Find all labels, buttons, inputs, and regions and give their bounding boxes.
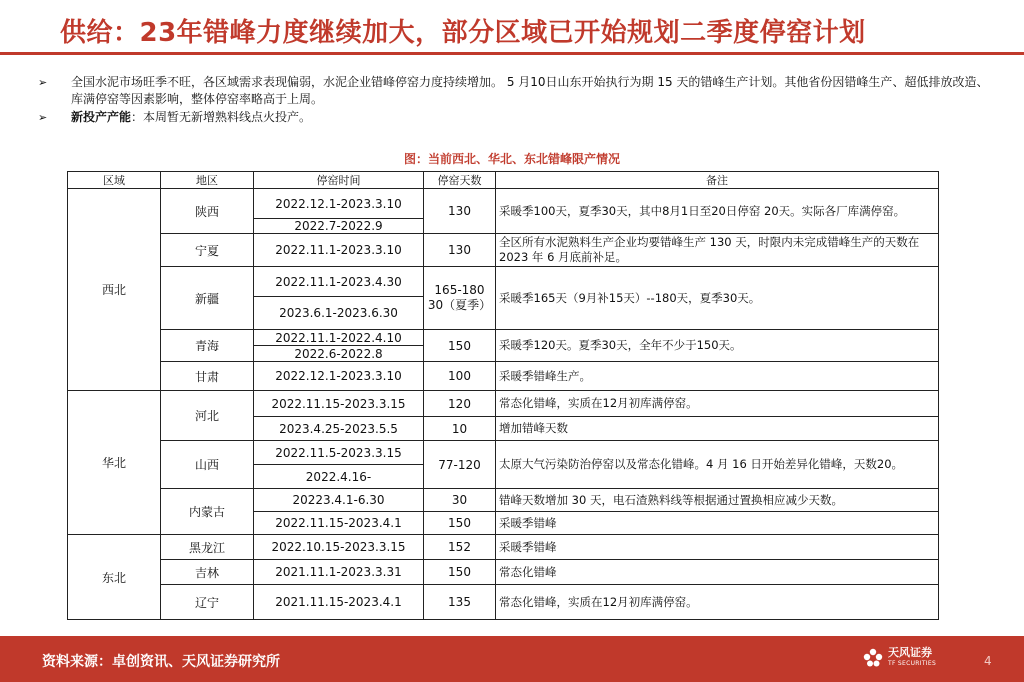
- note-cell: 全区所有水泥熟料生产企业均要错峰生产 130 天，时限内未完成错峰生产的天数在 2023 年 6 月底前补足。: [496, 234, 939, 267]
- period-cell: 2022.11.5-2023.3.15: [254, 441, 424, 465]
- area-cell: 黑龙江: [161, 535, 254, 560]
- period-cell: 20223.4.1-6.30: [254, 489, 424, 512]
- area-cell: 内蒙古: [161, 489, 254, 535]
- flower-logo-icon: [862, 647, 884, 669]
- area-cell: 河北: [161, 391, 254, 441]
- days-cell: 130: [424, 234, 496, 267]
- note-cell: 太原大气污染防治停窑以及常态化错峰。4 月 16 日开始差异化错峰，天数20。: [496, 441, 939, 489]
- note-cell: 采暖季120天。夏季30天，全年不少于150天。: [496, 330, 939, 362]
- note-cell: 错峰天数增加 30 天，电石渣熟料线等根据通过置换相应减少天数。: [496, 489, 939, 512]
- table-row: [68, 330, 939, 346]
- title-divider: [0, 52, 1024, 55]
- logo-name-cn: 天风证券: [888, 646, 932, 659]
- period-cell: 2022.10.15-2023.3.15: [254, 535, 424, 560]
- table-row: [68, 441, 939, 465]
- table-row: [68, 267, 939, 297]
- note-cell: 常态化错峰，实质在12月初库满停窑。: [496, 585, 939, 620]
- brand-logo: [862, 647, 936, 669]
- area-cell: 陕西: [161, 189, 254, 234]
- period-cell: 2022.6-2022.8: [254, 346, 424, 362]
- arrow-bullet-icon: ➢: [38, 111, 48, 124]
- period-cell: 2022.12.1-2023.3.10: [254, 362, 424, 391]
- table-header-row: [68, 172, 939, 189]
- table-row: [68, 391, 939, 417]
- period-cell: 2022.4.16-: [254, 465, 424, 489]
- header-cell: 停窑天数: [424, 172, 496, 189]
- area-cell: 吉林: [161, 560, 254, 585]
- period-cell: 2023.6.1-2023.6.30: [254, 297, 424, 330]
- note-cell: 采暖季错峰生产。: [496, 362, 939, 391]
- page-number: 4: [984, 654, 992, 668]
- area-cell: 辽宁: [161, 585, 254, 620]
- table-row: [68, 560, 939, 585]
- days-cell: 152: [424, 535, 496, 560]
- area-cell: 山西: [161, 441, 254, 489]
- period-cell: 2021.11.1-2023.3.31: [254, 560, 424, 585]
- period-cell: 2022.11.15-2023.4.1: [254, 512, 424, 535]
- area-cell: 宁夏: [161, 234, 254, 267]
- note-cell: 增加错峰天数: [496, 417, 939, 441]
- note-cell: 采暖季错峰: [496, 535, 939, 560]
- region-cell: 西北: [68, 189, 161, 391]
- note-cell: 常态化错峰，实质在12月初库满停窑。: [496, 391, 939, 417]
- summary-bullets: [38, 74, 998, 127]
- days-cell: 10: [424, 417, 496, 441]
- days-cell: 120: [424, 391, 496, 417]
- region-cell: 华北: [68, 391, 161, 535]
- header-cell: 地区: [161, 172, 254, 189]
- table-row: [68, 535, 939, 560]
- note-cell: 采暖季165天（9月补15天）--180天，夏季30天。: [496, 267, 939, 330]
- days-cell: 135: [424, 585, 496, 620]
- period-cell: 2022.11.15-2023.3.15: [254, 391, 424, 417]
- logo-name-en: TF SECURITIES: [888, 660, 937, 667]
- header-cell: 备注: [496, 172, 939, 189]
- area-cell: 青海: [161, 330, 254, 362]
- bullet-text: ：本周暂无新增熟料线点火投产。: [131, 110, 312, 124]
- period-cell: 2022.11.1-2023.4.30: [254, 267, 424, 297]
- days-cell: 165-180 30（夏季）: [424, 267, 496, 330]
- days-cell: 150: [424, 512, 496, 535]
- arrow-bullet-icon: ➢: [38, 76, 48, 89]
- period-cell: 2021.11.15-2023.4.1: [254, 585, 424, 620]
- period-cell: 2022.7-2022.9: [254, 219, 424, 234]
- area-cell: 新疆: [161, 267, 254, 330]
- table-row: [68, 234, 939, 267]
- period-cell: 2023.4.25-2023.5.5: [254, 417, 424, 441]
- table-row: [68, 189, 939, 219]
- region-cell: 东北: [68, 535, 161, 620]
- note-cell: 采暖季错峰: [496, 512, 939, 535]
- bullet-text: 全国水泥市场旺季不旺，各区域需求表现偏弱，水泥企业错峰停窑力度持续增加。 5 月10日山东开始执行为期 15 天的错峰生产计划。其他省份因错峰生产、超低排放改造、库满停窑等因素影响，整体停窑率略高于上周。: [71, 75, 989, 106]
- bullet-item: [38, 74, 998, 108]
- days-cell: 100: [424, 362, 496, 391]
- table-row: [68, 362, 939, 391]
- days-cell: 77-120: [424, 441, 496, 489]
- source-note: 资料来源：卓创资讯、天风证券研究所: [42, 654, 280, 670]
- area-cell: 甘肃: [161, 362, 254, 391]
- days-cell: 130: [424, 189, 496, 234]
- figure-caption: 图：当前西北、华北、东北错峰限产情况: [403, 152, 620, 166]
- period-cell: 2022.12.1-2023.3.10: [254, 189, 424, 219]
- period-cell: 2022.11.1-2022.4.10: [254, 330, 424, 346]
- table-row: [68, 489, 939, 512]
- header-cell: 停窑时间: [254, 172, 424, 189]
- note-cell: 采暖季100天，夏季30天，其中8月1日至20日停窑 20天。实际各厂库满停窑。: [496, 189, 939, 234]
- days-cell: 150: [424, 330, 496, 362]
- note-cell: 常态化错峰: [496, 560, 939, 585]
- header-cell: 区域: [68, 172, 161, 189]
- table-row: [68, 585, 939, 620]
- kiln-shutdown-table: [67, 171, 939, 620]
- page-title: 供给：23年错峰力度继续加大，部分区域已开始规划二季度停窑计划: [60, 18, 866, 48]
- days-cell: 30: [424, 489, 496, 512]
- days-cell: 150: [424, 560, 496, 585]
- bullet-item: [38, 109, 998, 126]
- period-cell: 2022.11.1-2023.3.10: [254, 234, 424, 267]
- bullet-bold-lead: 新投产产能: [71, 110, 132, 124]
